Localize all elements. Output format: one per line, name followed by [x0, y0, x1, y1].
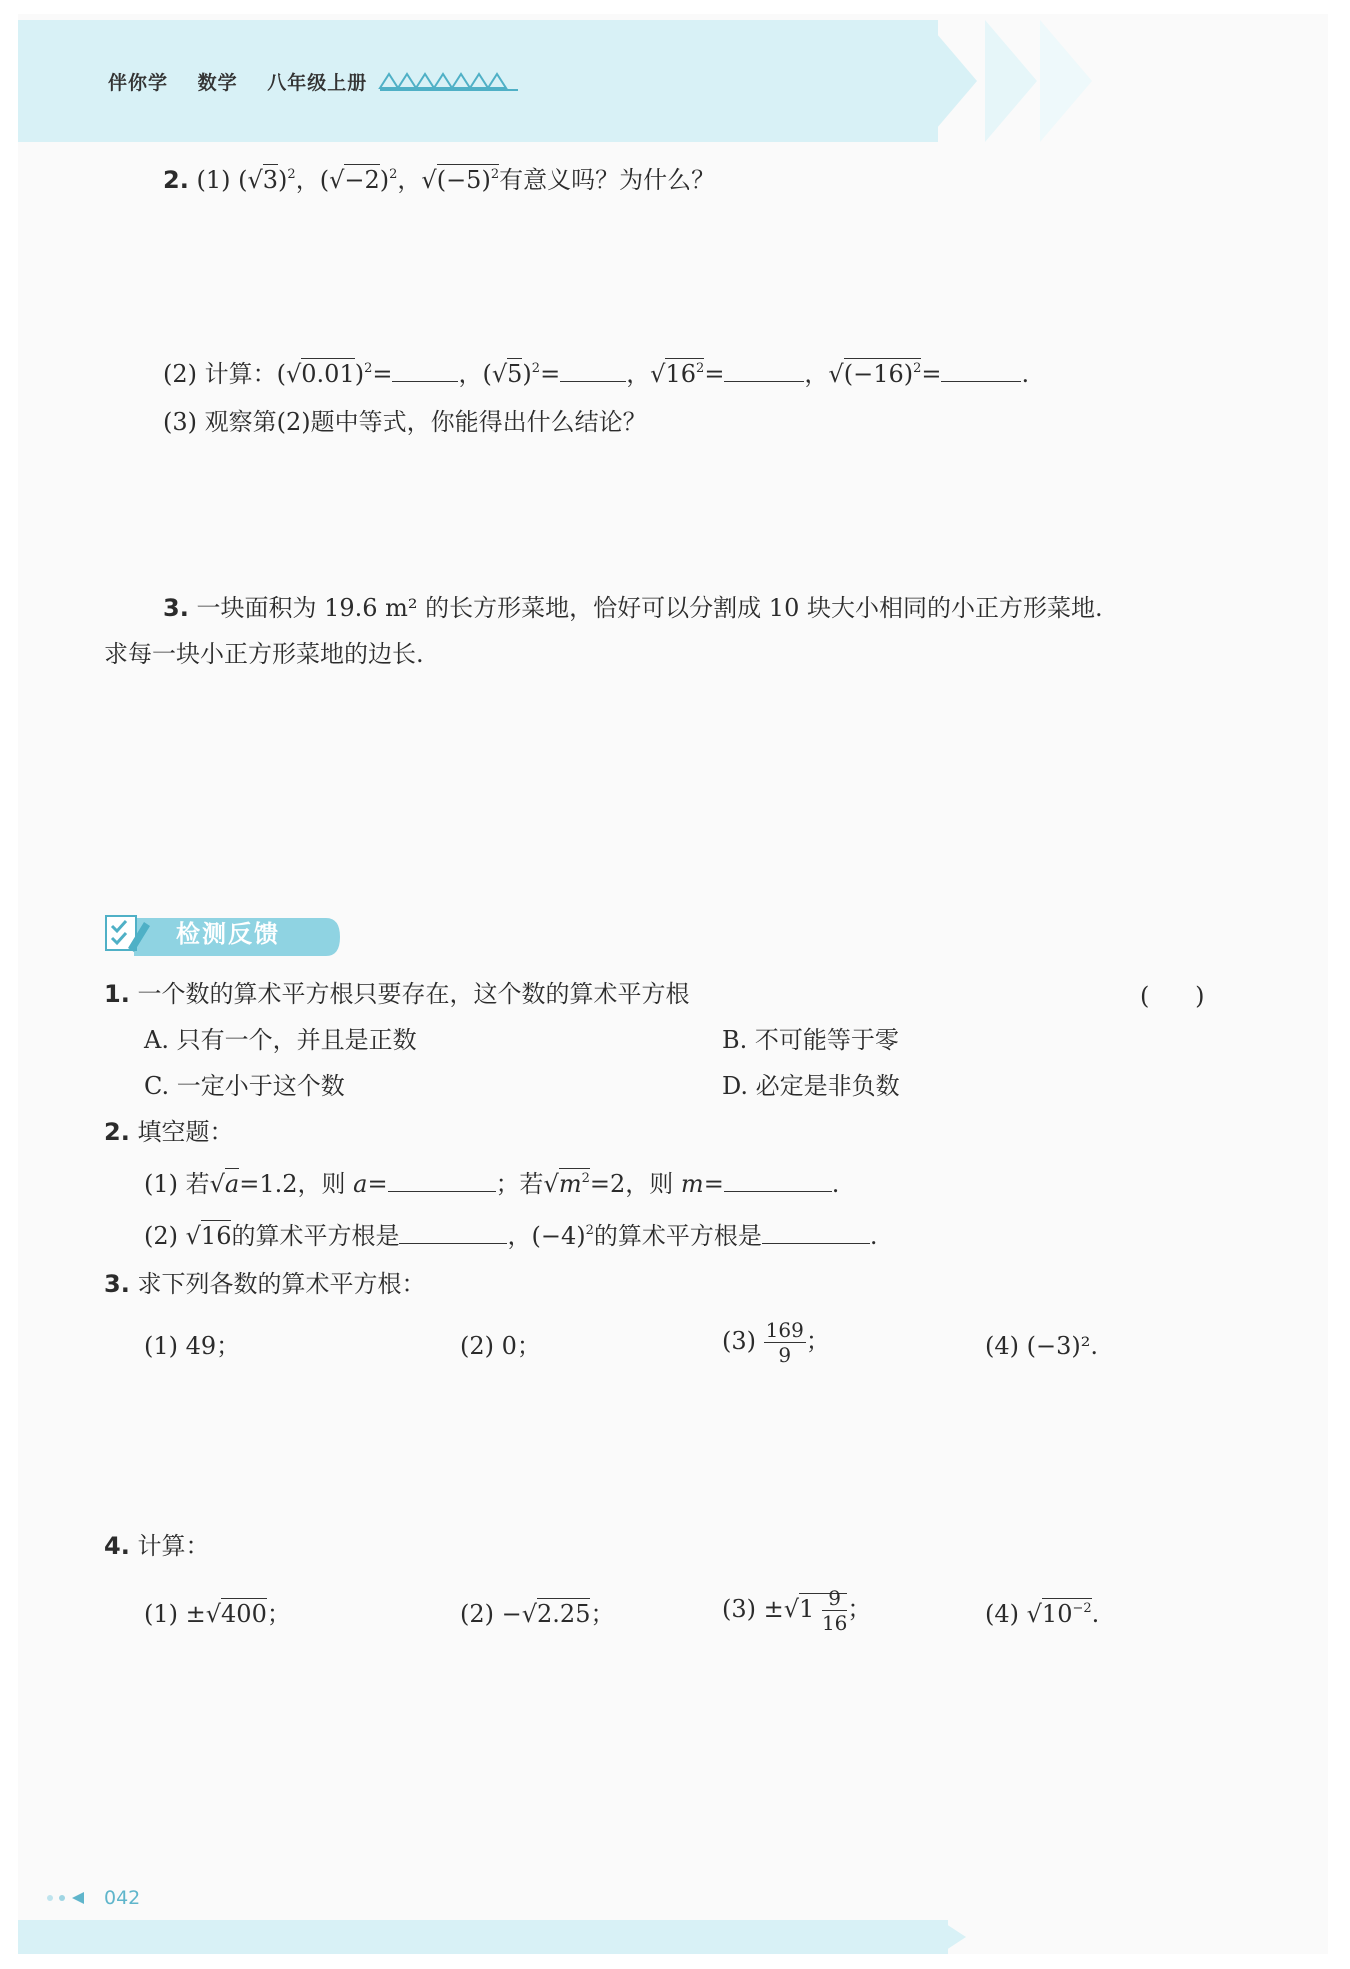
part-label: (2) −: [460, 1600, 522, 1628]
page-arrow-icon: [44, 1890, 100, 1906]
question-text: 一个数的算术平方根只要存在，这个数的算术平方根: [137, 980, 690, 1008]
practice-q2-part1: 2. (1) $(√3)^2$，$(√-2)^2$，$√(-5)^2$有意义吗？为什么？: [163, 166, 716, 194]
option-b: B. 不可能等于零: [722, 1026, 899, 1054]
header-chevron: [985, 20, 1037, 142]
question-text: 有意义吗？为什么？: [499, 166, 716, 194]
question-number: 3.: [163, 594, 189, 622]
part-label: (3): [722, 1327, 756, 1355]
question-text: 填空题：: [137, 1118, 234, 1146]
part-label: (2): [144, 1222, 178, 1250]
question-number: 4.: [104, 1532, 130, 1560]
part-label: (1) ±: [144, 1600, 206, 1628]
feedback-q4-item1: (1) ±√400；: [144, 1600, 291, 1628]
question-number: 2.: [163, 166, 189, 194]
header-arrow: [925, 20, 977, 142]
triangle-decoration-icon: [378, 70, 523, 92]
grade-label: 八年级上册: [267, 72, 368, 94]
practice-q2-part3: (3) 观察第(2)题中等式，你能得出什么结论？: [163, 408, 647, 436]
part-label: (2) 计算：: [163, 360, 277, 388]
option-d: D. 必定是非负数: [722, 1072, 900, 1100]
feedback-q4-item2: (2) −√2.25；: [460, 1600, 615, 1628]
feedback-q4-item4: (4) $√10^{-2}$.: [985, 1600, 1100, 1628]
question-number: 1.: [104, 980, 130, 1008]
question-text: 计算：: [137, 1532, 210, 1560]
question-text: ，(−4): [507, 1222, 586, 1250]
practice-q3-line2: 求每一块小正方形菜地的边长.: [104, 640, 424, 668]
question-text: 一块面积为 19.6 m² 的长方形菜地，恰好可以分割成 10 块大小相同的小正方形菜地.: [196, 594, 1103, 622]
feedback-q3-item4: (4) (−3)².: [985, 1332, 1098, 1360]
question-number: 2.: [104, 1118, 130, 1146]
running-header: [108, 68, 389, 95]
header-chevron: [1040, 20, 1092, 142]
footer-arrow: [940, 1920, 966, 1954]
part-label: (4): [985, 1600, 1019, 1628]
subject-label: 数学: [197, 72, 238, 94]
footer-band: [18, 1920, 948, 1954]
part-label: (1) 若: [144, 1170, 210, 1198]
practice-q2-part2: (2) 计算：$(√0.01)^2=$ ，$(√5)^2=$ ，$√16^2=$ ，$√(-16)^2=$ .: [163, 360, 1030, 388]
part-label: (1): [196, 166, 231, 194]
question-text: 求下列各数的算术平方根：: [137, 1270, 426, 1298]
feedback-q3: [104, 1272, 425, 1296]
question-text: 的算术平方根是: [593, 1222, 762, 1250]
part-label: (3) ±: [722, 1595, 784, 1623]
feedback-q2-part2: (2) √16的算术平方根是 ，$(-4)^2$的算术平方根是 .: [144, 1222, 878, 1250]
fraction: $\frac{169}{9}$: [765, 1318, 804, 1367]
feedback-q4: [104, 1534, 209, 1558]
feedback-q3-item3: (3) $\frac{169}{9}$ ；: [722, 1318, 830, 1367]
answer-bracket: ( ): [1140, 982, 1205, 1010]
feedback-q4-item3: (3) ±√1 $\frac{9}{16}$ ；: [722, 1586, 872, 1635]
feedback-q1: [104, 982, 689, 1006]
option-a: A. 只有一个，并且是正数: [144, 1026, 417, 1054]
question-number: 3.: [104, 1270, 130, 1298]
section-title: 检测反馈: [176, 920, 280, 948]
feedback-q2: [104, 1120, 233, 1144]
feedback-q3-item2: (2) 0；: [460, 1332, 541, 1360]
option-c: C. 一定小于这个数: [144, 1072, 345, 1100]
page-number: 042: [104, 1887, 141, 1909]
book-title: 伴你学: [108, 72, 169, 94]
feedback-q2-part1: (1) 若√a=1.2，则 a= ；若$√m^2=2$，则 m= .: [144, 1170, 840, 1198]
practice-q3-line1: [163, 596, 1103, 620]
question-text: 的算术平方根是: [231, 1222, 400, 1250]
feedback-q3-item1: (1) 49；: [144, 1332, 241, 1360]
